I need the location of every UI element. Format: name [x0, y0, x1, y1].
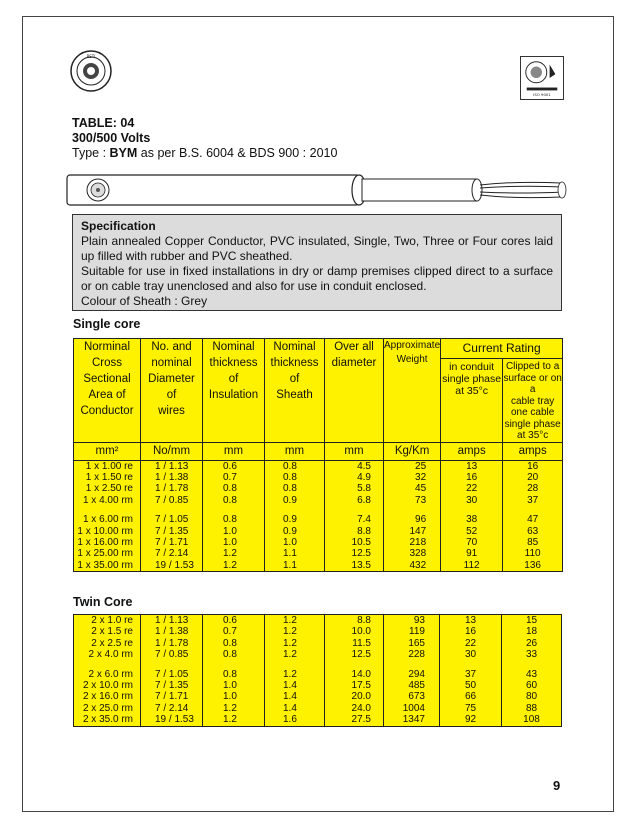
list-item: 1 x 25.00 rm: [77, 548, 133, 560]
list-item: 12.5: [351, 548, 371, 560]
voltage-rating: 300/500 Volts: [72, 131, 151, 145]
list-item: 96: [415, 514, 427, 526]
list-item: 1.6: [283, 714, 297, 726]
list-item: Norminal: [83, 341, 130, 353]
list-item: 1 x 1.00 re: [85, 460, 133, 472]
twin-core-title: Twin Core: [73, 595, 133, 609]
list-item: 13.5: [351, 559, 371, 571]
list-item: 136: [524, 559, 541, 571]
twin-conduit-cell: [440, 615, 502, 727]
unit-conduit: amps: [441, 442, 503, 460]
list-item: 16: [527, 460, 539, 472]
list-item: 1 / 1.78: [155, 637, 189, 649]
list-item: 75: [464, 702, 477, 714]
list-item: 19 / 1.53: [155, 714, 194, 726]
unit-wires: No/mm: [141, 442, 203, 460]
list-item: 0.9: [283, 514, 297, 526]
list-item: 50: [464, 680, 477, 692]
list-item: 8.8: [357, 615, 371, 626]
list-item: 26: [525, 637, 538, 649]
list-item: 1 x 35.00 rm: [77, 559, 133, 571]
list-item: 1.2: [283, 637, 297, 649]
list-item: 28: [527, 483, 539, 495]
list-item: 20: [527, 471, 539, 483]
list-item: Area of: [88, 389, 126, 401]
list-item: 1.1: [283, 548, 297, 560]
header-in-conduit: [441, 359, 503, 443]
list-item: 1 / 1.38: [155, 471, 189, 483]
unit-clipped: amps: [503, 442, 563, 460]
twin-sheath-cell: [265, 615, 325, 727]
list-item: 7 / 1.71: [155, 691, 189, 703]
list-item: 7.4: [357, 514, 371, 526]
single-conduit-cell: [441, 460, 503, 572]
cable-illustration: [66, 173, 572, 207]
list-item: 0.8: [283, 471, 297, 483]
list-item: single phase: [442, 373, 502, 385]
unit-diameter: mm: [325, 442, 384, 460]
list-item: surface or on a: [503, 372, 562, 395]
list-item: 1 x 2.50 re: [85, 483, 133, 495]
single-wires-cell: [141, 460, 203, 572]
list-item: 10.0: [351, 626, 371, 638]
list-item: Cross: [91, 357, 123, 369]
list-item: 63: [527, 525, 539, 537]
list-item: Conductor: [80, 405, 134, 417]
twin-weight-cell: [384, 615, 440, 727]
list-item: 1.0: [223, 680, 237, 692]
single-clipped-cell: [503, 460, 563, 572]
unit-weight: Kg/Km: [384, 442, 441, 460]
type-line: [72, 146, 337, 161]
list-item: 7 / 1.05: [155, 514, 189, 526]
list-item: 1.2: [223, 702, 237, 714]
list-item: 7 / 2.14: [155, 548, 189, 560]
single-diameter-cell: [325, 460, 384, 572]
list-item: 80: [525, 691, 538, 703]
list-item: 1.2: [283, 649, 297, 661]
list-item: 66: [464, 691, 477, 703]
list-item: 16: [464, 626, 477, 638]
list-item: 2 x 25.0 rm: [82, 702, 133, 714]
list-item: wires: [158, 405, 185, 417]
list-item: 2 x 10.0 rm: [82, 680, 133, 692]
list-item: 0.8: [223, 494, 237, 506]
list-item: 22: [466, 483, 478, 495]
list-item: 147: [409, 525, 427, 537]
list-item: 12.5: [351, 649, 371, 661]
list-item: Approximate: [384, 340, 441, 351]
list-item: 93: [413, 615, 425, 626]
list-item: 91: [466, 548, 478, 560]
list-item: 73: [415, 494, 427, 506]
list-item: 60: [525, 680, 538, 692]
list-item: 7 / 1.71: [155, 536, 189, 548]
list-item: 1.4: [283, 691, 297, 703]
list-item: 1 x 10.00 rm: [77, 525, 133, 537]
list-item: thickness: [209, 357, 258, 369]
header-wires: [141, 339, 203, 443]
list-item: 294: [408, 668, 425, 680]
list-item: 1.4: [283, 680, 297, 692]
list-item: 92: [464, 714, 477, 726]
list-item: 13: [466, 460, 478, 472]
list-item: of: [166, 389, 177, 401]
list-item: 85: [527, 536, 539, 548]
single-sheath-cell: [265, 460, 325, 572]
list-item: No. and: [151, 341, 192, 353]
list-item: 7 / 1.35: [155, 680, 189, 692]
list-item: 0.7: [223, 471, 237, 483]
list-item: 30: [464, 649, 477, 661]
specification-line-3: Colour of Sheath : Grey: [81, 294, 208, 308]
list-item: 110: [524, 548, 541, 560]
list-item: Nominal: [212, 341, 255, 353]
list-item: 7 / 0.85: [155, 494, 189, 506]
unit-insulation: mm: [203, 442, 265, 460]
list-item: 0.8: [223, 514, 237, 526]
list-item: 1 x 4.00 rm: [82, 494, 133, 506]
list-item: 0.8: [223, 668, 237, 680]
list-item: 228: [408, 649, 425, 661]
list-item: Sectional: [83, 373, 131, 385]
list-item: 0.8: [283, 483, 297, 495]
list-item: 7 / 2.14: [155, 702, 189, 714]
list-item: 37: [527, 494, 539, 506]
single-insulation-cell: [203, 460, 265, 572]
list-item: 0.8: [223, 483, 237, 495]
list-item: 1.0: [223, 691, 237, 703]
list-item: 20.0: [351, 691, 371, 703]
list-item: nominal: [151, 357, 192, 369]
list-item: 7 / 1.35: [155, 525, 189, 537]
list-item: 1 x 6.00 rm: [82, 514, 133, 526]
list-item: in conduit: [449, 361, 495, 373]
list-item: diameter: [331, 357, 377, 369]
specification-heading: Specification: [81, 219, 156, 233]
list-item: 1.4: [283, 702, 297, 714]
list-item: 218: [409, 536, 427, 548]
twin-core-data-row: [74, 615, 562, 727]
list-item: 13: [464, 615, 477, 626]
list-item: 1 / 1.78: [155, 483, 189, 495]
twin-diameter-cell: [325, 615, 384, 727]
list-item: of: [289, 373, 300, 385]
list-item: 17.5: [351, 680, 371, 692]
list-item: 1004: [402, 702, 425, 714]
twin-core-table: [73, 614, 562, 727]
list-item: 14.0: [351, 668, 371, 680]
header-clipped: [503, 359, 563, 443]
list-item: 1 / 1.13: [155, 460, 189, 472]
list-item: 1 x 1.50 re: [85, 471, 133, 483]
single-core-table: [73, 338, 563, 572]
list-item: of: [228, 373, 239, 385]
list-item: 5.8: [357, 483, 371, 495]
list-item: 43: [525, 668, 538, 680]
list-item: 165: [408, 637, 425, 649]
header-weight: [384, 339, 441, 443]
twin-insulation-cell: [203, 615, 265, 727]
list-item: 0.8: [223, 637, 237, 649]
list-item: 33: [525, 649, 538, 661]
list-item: 0.9: [283, 494, 297, 506]
list-item: 32: [415, 471, 427, 483]
list-item: 22: [464, 637, 477, 649]
list-item: one cable: [510, 407, 555, 418]
single-core-title: Single core: [73, 317, 141, 331]
twin-wires-cell: [141, 615, 203, 727]
list-item: 1 x 16.00 rm: [77, 536, 133, 548]
list-item: at 35°c: [517, 430, 549, 441]
list-item: 1.1: [283, 559, 297, 571]
list-item: 1.2: [283, 626, 297, 638]
list-item: single phase: [504, 418, 561, 430]
header-overall-diameter: [325, 339, 384, 443]
list-item: 119: [409, 626, 425, 638]
list-item: 0.9: [283, 525, 297, 537]
list-item: 112: [463, 559, 480, 571]
list-item: 15: [525, 615, 538, 626]
list-item: 1.2: [223, 548, 237, 560]
list-item: 328: [409, 548, 427, 560]
list-item: 2 x 1.0 re: [91, 615, 133, 626]
list-item: 52: [466, 525, 478, 537]
list-item: 1.2: [223, 714, 237, 726]
list-item: 70: [466, 536, 478, 548]
list-item: 88: [525, 702, 538, 714]
list-item: 432: [409, 559, 427, 571]
list-item: 1.0: [223, 525, 237, 537]
list-item: Diameter: [148, 373, 195, 385]
unit-sheath: mm: [265, 442, 325, 460]
list-item: Sheath: [276, 389, 313, 401]
list-item: 2 x 4.0 rm: [88, 649, 133, 661]
list-item: 1 / 1.13: [155, 615, 189, 626]
list-item: 25: [415, 460, 427, 472]
list-item: 47: [527, 514, 539, 526]
list-item: 1.2: [283, 668, 297, 680]
specification-line-2: Suitable for use in fixed installations in dry or damp premises clipped direct to a surface or on cable tray unenclosed and also for use in conduit enclosed.: [81, 264, 553, 293]
list-item: 108: [523, 714, 540, 726]
twin-clipped-cell: [502, 615, 562, 727]
units-row: [74, 442, 563, 460]
list-item: thickness: [270, 357, 319, 369]
list-item: Nominal: [273, 341, 316, 353]
list-item: 10.5: [351, 536, 371, 548]
header-current-rating: Current Rating: [441, 339, 563, 359]
list-item: 1 / 1.38: [155, 626, 189, 638]
list-item: 4.5: [357, 460, 371, 472]
list-item: at 35°c: [455, 385, 489, 397]
list-item: 11.5: [352, 637, 371, 649]
list-item: 38: [466, 514, 478, 526]
type-standard: as per B.S. 6004 & BDS 900 : 2010: [137, 146, 338, 160]
specification-line-1: Plain annealed Copper Conductor, PVC insulated, Single, Two, Three or Four cores laid up filled with rubber and PVC sheathed.: [81, 234, 553, 263]
list-item: 1.2: [283, 615, 297, 626]
list-item: 2 x 2.5 re: [91, 637, 133, 649]
list-item: 30: [466, 494, 478, 506]
list-item: 18: [525, 626, 538, 638]
title-block: [72, 116, 337, 161]
logo-right-text: ISO 9001: [533, 92, 551, 98]
list-item: 0.8: [223, 649, 237, 661]
specification-box: [72, 214, 562, 311]
list-item: 8.8: [357, 525, 371, 537]
type-code: BYM: [109, 146, 138, 160]
list-item: 1.0: [283, 536, 297, 548]
header-sheath: [265, 339, 325, 443]
list-item: 0.8: [283, 460, 297, 472]
list-item: 2 x 35.0 rm: [82, 714, 133, 726]
single-area-cell: [74, 460, 141, 572]
type-prefix: Type :: [72, 146, 110, 160]
list-item: 19 / 1.53: [155, 559, 194, 571]
list-item: 7 / 1.05: [155, 668, 189, 680]
list-item: 1347: [402, 714, 425, 726]
page-number: 9: [553, 778, 561, 793]
list-item: 45: [415, 483, 427, 495]
list-item: 0.6: [223, 460, 237, 472]
list-item: Over all: [334, 341, 374, 353]
twin-area-cell: [74, 615, 141, 727]
list-item: Clipped to a: [505, 361, 560, 372]
list-item: 27.5: [351, 714, 371, 726]
list-item: 4.9: [357, 471, 371, 483]
list-item: 24.0: [351, 702, 371, 714]
list-item: 37: [464, 668, 477, 680]
single-weight-cell: [384, 460, 441, 572]
single-core-data-row: [74, 460, 563, 572]
list-item: 673: [408, 691, 425, 703]
header-nominal-area: [74, 339, 141, 443]
list-item: Insulation: [208, 389, 259, 401]
list-item: 2 x 1.5 re: [91, 626, 133, 638]
list-item: 1.2: [223, 559, 237, 571]
list-item: cable tray: [510, 395, 555, 407]
list-item: Weight: [396, 354, 428, 365]
list-item: 7 / 0.85: [155, 649, 189, 661]
list-item: 6.8: [357, 494, 371, 506]
list-item: 16: [466, 471, 478, 483]
bsti-seal-logo: [70, 50, 112, 92]
list-item: 0.7: [223, 626, 237, 638]
list-item: 485: [408, 680, 425, 692]
table-label: TABLE: 04: [72, 116, 135, 130]
unit-area: mm²: [74, 442, 141, 460]
header-insulation: [203, 339, 265, 443]
list-item: 0.6: [223, 615, 237, 626]
iso-certification-logo: [520, 56, 564, 100]
list-item: 2 x 16.0 rm: [82, 691, 133, 703]
list-item: 2 x 6.0 rm: [88, 668, 133, 680]
list-item: 1.0: [223, 536, 237, 548]
logo-left-text: BSTI: [86, 54, 96, 59]
